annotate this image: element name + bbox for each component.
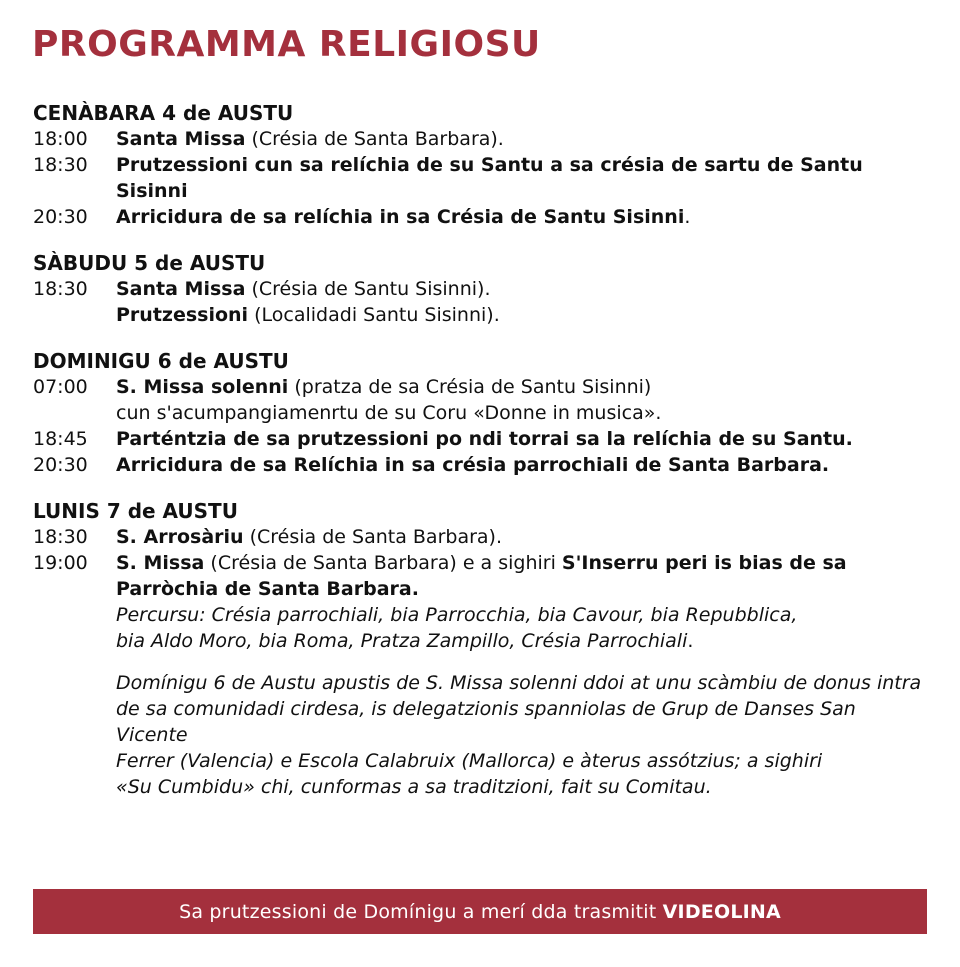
event-detail: (Crésia de Santa Barbara) e a sighiri: [204, 552, 562, 574]
event-time: 18:30: [33, 526, 88, 548]
route-line-1: Percursu: Crésia parrochiali, bia Parrocchia, bia Cavour, bia Repubblica,: [116, 604, 798, 626]
day-section: [33, 250, 933, 328]
event-title: S. Missa solenni: [116, 376, 289, 398]
event-title: Prutzessioni cun sa relíchia de su Santu a sa crésia de sartu de Santu Sisinni: [116, 154, 863, 202]
event-row: [33, 550, 933, 800]
event-title-cont: peri is bias de sa Parròchia de Santa Barbara.: [116, 552, 847, 600]
event-title: S. Arrosàriu: [116, 526, 244, 548]
event-row: [33, 374, 933, 426]
event-time: 18:00: [33, 128, 88, 150]
event-detail: (Crésia de Santa Barbara).: [245, 128, 504, 150]
note-line: de sa comunidadi cirdesa, is delegatzionis spanniolas de Grup de Danses San Vicente: [116, 698, 856, 746]
event-row: [33, 302, 933, 328]
day-title: CENÀBARA 4 de AUSTU: [33, 101, 294, 125]
event-time: 19:00: [33, 552, 88, 574]
event-detail: (Localidadi Santu Sisinni).: [248, 304, 500, 326]
event-row: [33, 426, 933, 452]
event-detail: (pratza de sa Crésia de Santu Sisinni): [288, 376, 652, 398]
event-time: 18:30: [33, 278, 88, 300]
note-paragraph: [116, 670, 933, 800]
event-title: S. Missa: [116, 552, 205, 574]
event-detail-line2: cun s'acumpangiamenrtu de su Coru «Donne in musica».: [116, 402, 662, 424]
event-detail: (Crésia de Santa Barbara).: [243, 526, 502, 548]
event-title: Arricidura de sa relíchia in sa Crésia de Santu Sisinni: [116, 206, 685, 228]
footer-banner: [33, 889, 927, 934]
event-row: [33, 276, 933, 302]
event-time: 18:30: [33, 154, 88, 176]
event-row: [33, 524, 933, 550]
program-content: [33, 100, 933, 820]
event-time: 20:30: [33, 206, 88, 228]
event-title: Prutzessioni: [116, 304, 249, 326]
event-row: [33, 204, 933, 230]
page-title: PROGRAMMA RELIGIOSU: [32, 24, 541, 65]
event-time: [33, 302, 116, 328]
note-line: Ferrer (Valencia) e Escola Calabruix (Mallorca) e àterus assótzius; a sighiri: [116, 750, 823, 772]
event-time: 07:00: [33, 376, 88, 398]
event-row: [33, 126, 933, 152]
event-detail: (Crésia de Santu Sisinni).: [245, 278, 491, 300]
event-title-inserru: S'Inserru: [561, 552, 659, 574]
day-section: [33, 498, 933, 800]
day-title: DOMINIGU 6 de AUSTU: [33, 349, 289, 373]
note-line: «Su Cumbidu» chi, cunformas a sa traditzioni, fait su Comitau.: [116, 776, 712, 798]
event-time: 20:30: [33, 454, 88, 476]
event-title: Arricidura de sa Relíchia in sa crésia parrochiali de Santa Barbara.: [116, 454, 830, 476]
event-title: Santa Missa: [116, 128, 246, 150]
route-line-end: .: [687, 630, 694, 652]
note-line: Domínigu 6 de Austu apustis de S. Missa solenni ddoi at unu scàmbiu de donus intra: [116, 672, 922, 694]
event-detail: .: [684, 206, 691, 228]
footer-text: Sa prutzessioni de Domínigu a merí dda trasmitit: [179, 900, 657, 923]
event-time: 18:45: [33, 428, 88, 450]
day-title: SÀBUDU 5 de AUSTU: [33, 251, 266, 275]
event-title: Parténtzia de sa prutzessioni po ndi torrai sa la relíchia de su Santu.: [116, 428, 853, 450]
event-row: [33, 152, 933, 204]
event-title: Santa Missa: [116, 278, 246, 300]
route-line-2: bia Aldo Moro, bia Roma, Pratza Zampillo, Crésia Parrochiali: [116, 630, 688, 652]
day-section: [33, 100, 933, 230]
day-section: [33, 348, 933, 478]
day-title: LUNIS 7 de AUSTU: [33, 499, 238, 523]
event-row: [33, 452, 933, 478]
footer-highlight: VIDEOLINA: [662, 900, 781, 923]
